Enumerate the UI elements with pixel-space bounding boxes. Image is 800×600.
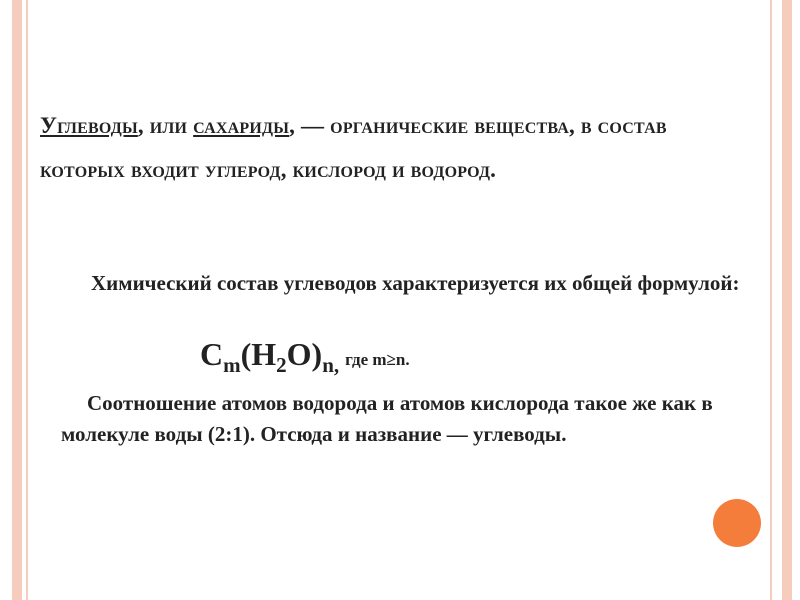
accent-circle [713, 499, 761, 547]
formula-open-hydrogen: (H [240, 336, 277, 372]
frame-right-border [782, 0, 792, 600]
term-carbohydrates: Углеводы [40, 113, 138, 138]
slide-heading [40, 104, 740, 192]
frame-right-line [770, 0, 772, 600]
formula-subscript-n: n [322, 353, 334, 377]
formula-subscript-m: m [223, 353, 241, 377]
general-formula [200, 336, 410, 386]
heading-definition: , — органические вещества, в состав которых входит углерод, кислород и водород. [40, 113, 667, 182]
ratio-paragraph [61, 388, 761, 450]
formula-oxygen-close: O) [286, 336, 323, 372]
formula-subscript-2: 2 [276, 353, 287, 377]
composition-paragraph [61, 268, 751, 298]
frame-left-line [26, 0, 28, 600]
term-saccharides: сахариды [193, 113, 290, 138]
composition-text: Химический состав углеводов характеризуется их общей формулой: [91, 271, 740, 295]
formula-comma: , [333, 353, 340, 377]
formula-condition: где m≥n. [345, 350, 410, 369]
heading-separator: , или [137, 113, 194, 138]
formula-carbon: C [200, 336, 224, 372]
ratio-text: Соотношение атомов водорода и атомов кислорода такое же как в молекуле воды (2:1). Отсюда и название — углеводы. [61, 391, 713, 446]
frame-left-border [12, 0, 22, 600]
